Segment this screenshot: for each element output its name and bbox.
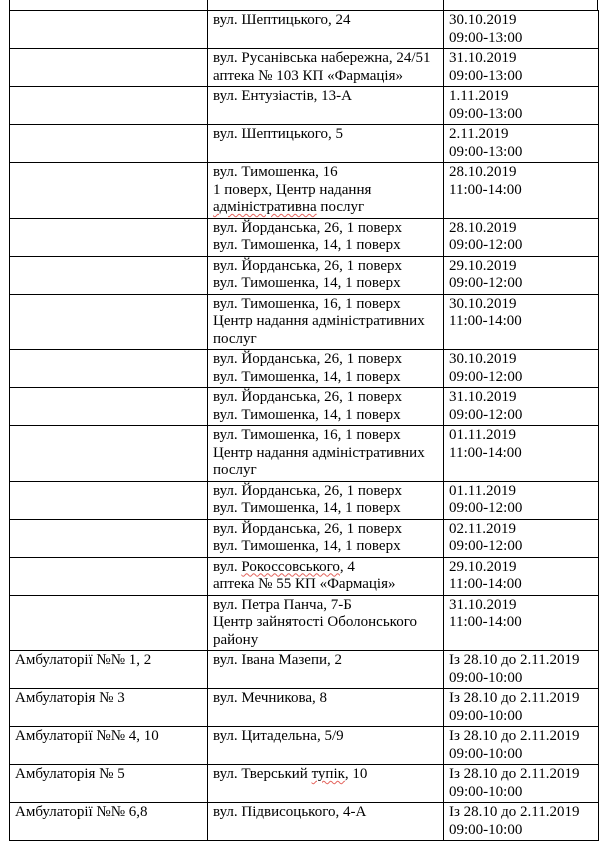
address-line (213, 445, 438, 463)
schedule-cell (444, 519, 599, 557)
text-segment: вул. Русанівська набережна, 24/51 (213, 50, 431, 66)
schedule-line: 02.11.2019 (449, 520, 516, 537)
schedule-line: 09:00-12:00 (449, 406, 523, 423)
facility-cell (10, 11, 208, 49)
table-row (10, 727, 599, 765)
facility-label: Амбулаторія № 5 (15, 766, 125, 782)
address-line (213, 50, 438, 68)
address-line (213, 220, 438, 238)
schedule-line: Із 28.10 до 2.11.2019 (449, 766, 580, 782)
address-cell (208, 557, 444, 595)
address-cell (208, 651, 444, 689)
address-line (213, 164, 438, 182)
facility-label: Амбулаторії №№ 1, 2 (15, 652, 152, 668)
address-cell (208, 388, 444, 426)
facility-cell (10, 388, 208, 426)
schedule-line: 11:00-14:00 (449, 444, 522, 461)
schedule-line: 31.10.2019 (449, 50, 517, 66)
table-row (10, 218, 599, 256)
schedule-line: 11:00-14:00 (449, 614, 522, 630)
text-segment: , 10 (344, 766, 368, 782)
schedule-line: 11:00-14:00 (449, 181, 522, 198)
table-row (10, 163, 599, 219)
schedule-line: 11:00-14:00 (449, 576, 522, 592)
text-segment: вул. Тимошенка, 16, 1 поверх (213, 427, 401, 443)
table-border-remnant (207, 0, 208, 10)
address-line (213, 500, 438, 518)
text-segment: послуг (213, 330, 257, 347)
text-segment: послуг (213, 462, 257, 478)
text-segment: Центр надання адміністративних (213, 313, 425, 329)
text-segment: вул. Тимошенка, 14, 1 поверх (213, 237, 401, 253)
address-line (213, 88, 438, 106)
schedule-line: 09:00-10:00 (449, 669, 523, 686)
text-segment: вул. Цитадельна, 5/9 (213, 728, 344, 744)
text-segment: вул. Йорданська, 26, 1 поверх (213, 389, 402, 405)
address-line (213, 296, 438, 314)
table-border-remnant (443, 0, 444, 10)
schedule-line: 09:00-10:00 (449, 707, 523, 724)
address-line (213, 126, 438, 144)
schedule-cell (444, 557, 599, 595)
address-line (213, 331, 438, 349)
text-segment: , 4 (339, 558, 355, 575)
text-segment: району (213, 631, 259, 648)
schedule-cell (444, 727, 599, 765)
address-line (213, 538, 438, 556)
address-cell (208, 294, 444, 350)
table-row (10, 87, 599, 125)
schedule-cell (444, 481, 599, 519)
schedule-cell (444, 256, 599, 294)
schedule-line: 09:00-12:00 (449, 275, 523, 291)
table-row (10, 11, 599, 49)
text-segment: вул. Тимошенка, 14, 1 поверх (213, 538, 401, 554)
address-line (213, 389, 438, 407)
text-segment: вул. Тимошенка, 14, 1 поверх (213, 406, 401, 423)
text-segment: вул. Підвисоцького, 4-А (213, 804, 367, 820)
address-line (213, 521, 438, 539)
address-cell (208, 125, 444, 163)
address-line (213, 12, 438, 30)
table-row (10, 350, 599, 388)
text-segment: вул. Ентузіастів, 13-А (213, 88, 352, 104)
schedule-cell (444, 163, 599, 219)
schedule-cell (444, 49, 599, 87)
schedule-line: 09:00-12:00 (449, 237, 523, 253)
schedule-cell (444, 803, 599, 841)
facility-cell (10, 218, 208, 256)
table-row (10, 689, 599, 727)
schedule-line: 28.10.2019 (449, 164, 517, 180)
misspelled-word: Рокоссовського (241, 558, 340, 575)
address-cell (208, 803, 444, 841)
address-cell (208, 163, 444, 219)
address-cell (208, 519, 444, 557)
schedule-line: 09:00-10:00 (449, 745, 523, 762)
facility-cell (10, 350, 208, 388)
schedule-line: 09:00-10:00 (449, 821, 523, 838)
facility-cell (10, 519, 208, 557)
address-line (213, 576, 438, 594)
schedule-line: 2.11.2019 (449, 126, 509, 142)
address-line (213, 369, 438, 387)
table-row (10, 388, 599, 426)
schedule-cell (444, 651, 599, 689)
address-cell (208, 426, 444, 482)
address-cell (208, 49, 444, 87)
schedule-line: 09:00-12:00 (449, 538, 523, 554)
facility-cell (10, 651, 208, 689)
schedule-cell (444, 125, 599, 163)
schedule-line: 29.10.2019 (449, 558, 517, 575)
text-segment: вул. Тверський (213, 766, 312, 782)
address-line (213, 351, 438, 369)
schedule-line: 09:00-10:00 (449, 783, 523, 800)
text-segment: аптека № 55 КП «Фармація» (213, 576, 396, 592)
text-segment: послуг (316, 199, 365, 215)
address-line (213, 766, 438, 784)
schedule-line: 01.11.2019 (449, 427, 516, 443)
facility-cell (10, 163, 208, 219)
text-segment: 1 поверх, Центр надання (213, 181, 372, 198)
address-cell (208, 765, 444, 803)
schedule-line: 30.10.2019 (449, 295, 517, 312)
address-line (213, 559, 438, 577)
schedule-line: 09:00-13:00 (449, 143, 523, 160)
misspelled-word: адміністративна (213, 199, 317, 215)
schedule-cell (444, 11, 599, 49)
schedule-cell (444, 294, 599, 350)
facility-cell (10, 125, 208, 163)
address-cell (208, 11, 444, 49)
facility-cell (10, 765, 208, 803)
text-segment: вул. Йорданська, 26, 1 поверх (213, 482, 402, 499)
text-segment: вул. Тимошенка, 16 (213, 164, 338, 180)
address-line (213, 68, 438, 86)
schedule-table-body (10, 11, 599, 841)
table-row (10, 481, 599, 519)
address-cell (208, 689, 444, 727)
schedule-line: 30.10.2019 (449, 12, 517, 28)
table-row (10, 294, 599, 350)
facility-label: Амбулаторії №№ 4, 10 (15, 728, 159, 744)
schedule-line: 29.10.2019 (449, 257, 517, 274)
text-segment: Центр надання адміністративних (213, 444, 425, 461)
table-row (10, 651, 599, 689)
facility-cell (10, 426, 208, 482)
text-segment: вул. Йорданська, 26, 1 поверх (213, 257, 402, 274)
address-line (213, 483, 438, 501)
facility-cell (10, 595, 208, 651)
table-row (10, 519, 599, 557)
schedule-cell (444, 87, 599, 125)
address-line (213, 597, 438, 615)
schedule-line: 28.10.2019 (449, 219, 517, 236)
schedule-cell (444, 218, 599, 256)
facility-label: Амбулаторія № 3 (15, 690, 125, 706)
text-segment: вул. Йорданська, 26, 1 поверх (213, 351, 402, 367)
table-border-remnant (597, 0, 598, 10)
schedule-line: Із 28.10 до 2.11.2019 (449, 804, 580, 820)
facility-cell (10, 689, 208, 727)
table-border-remnant (9, 0, 10, 10)
address-line (213, 728, 438, 746)
address-line (213, 614, 438, 632)
schedule-table (9, 10, 599, 841)
address-cell (208, 87, 444, 125)
schedule-cell (444, 595, 599, 651)
text-segment: Центр зайнятості Оболонського (213, 614, 417, 630)
text-segment: вул. (213, 558, 242, 575)
text-segment: аптека № 103 КП «Фармація» (213, 67, 403, 84)
schedule-cell (444, 765, 599, 803)
schedule-line: 09:00-13:00 (449, 29, 523, 46)
facility-cell (10, 87, 208, 125)
schedule-line: 09:00-13:00 (449, 105, 523, 122)
text-segment: вул. Івана Мазепи, 2 (213, 652, 343, 668)
address-cell (208, 481, 444, 519)
facility-cell (10, 727, 208, 765)
text-segment: вул. Йорданська, 26, 1 поверх (213, 219, 402, 236)
address-line (213, 313, 438, 331)
address-line (213, 462, 438, 480)
address-line (213, 652, 438, 670)
schedule-line: Із 28.10 до 2.11.2019 (449, 690, 580, 706)
table-row (10, 765, 599, 803)
schedule-line: 01.11.2019 (449, 482, 516, 499)
schedule-cell (444, 350, 599, 388)
table-row (10, 125, 599, 163)
text-segment: вул. Шептицького, 24 (213, 12, 351, 28)
text-segment: вул. Мечникова, 8 (213, 690, 327, 706)
address-line (213, 690, 438, 708)
schedule-line: 09:00-12:00 (449, 500, 523, 516)
address-line (213, 275, 438, 293)
facility-label: Амбулаторії №№ 6,8 (15, 804, 148, 820)
facility-cell (10, 803, 208, 841)
schedule-line: 30.10.2019 (449, 351, 517, 367)
schedule-line: 31.10.2019 (449, 389, 517, 405)
text-segment: вул. Петра Панча, 7-Б (213, 596, 352, 613)
schedule-cell (444, 426, 599, 482)
text-segment: вул. Йорданська, 26, 1 поверх (213, 520, 402, 537)
schedule-line: 09:00-13:00 (449, 67, 523, 84)
facility-cell (10, 49, 208, 87)
address-line (213, 199, 438, 217)
table-row (10, 595, 599, 651)
facility-cell (10, 256, 208, 294)
address-line (213, 182, 438, 200)
facility-cell (10, 294, 208, 350)
table-row (10, 49, 599, 87)
text-segment: вул. Тимошенка, 14, 1 поверх (213, 500, 401, 516)
text-segment: вул. Шептицького, 5 (213, 126, 343, 142)
text-segment: вул. Тимошенка, 14, 1 поверх (213, 368, 401, 385)
table-row (10, 256, 599, 294)
address-line (213, 407, 438, 425)
schedule-line: Із 28.10 до 2.11.2019 (449, 652, 580, 668)
address-line (213, 427, 438, 445)
misspelled-word: тупік (311, 766, 345, 782)
table-row (10, 557, 599, 595)
address-cell (208, 727, 444, 765)
address-cell (208, 350, 444, 388)
address-line (213, 804, 438, 822)
schedule-line: 1.11.2019 (449, 88, 509, 104)
facility-cell (10, 557, 208, 595)
text-segment: вул. Тимошенка, 16, 1 поверх (213, 295, 401, 312)
schedule-cell (444, 388, 599, 426)
schedule-line: Із 28.10 до 2.11.2019 (449, 728, 580, 744)
address-line (213, 258, 438, 276)
schedule-line: 09:00-12:00 (449, 368, 523, 385)
address-cell (208, 595, 444, 651)
address-line (213, 632, 438, 650)
address-cell (208, 218, 444, 256)
schedule-line: 31.10.2019 (449, 596, 517, 613)
address-line (213, 237, 438, 255)
schedule-cell (444, 689, 599, 727)
table-row (10, 426, 599, 482)
facility-cell (10, 481, 208, 519)
address-cell (208, 256, 444, 294)
table-row (10, 803, 599, 841)
schedule-line: 11:00-14:00 (449, 313, 522, 329)
text-segment: вул. Тимошенка, 14, 1 поверх (213, 275, 401, 291)
